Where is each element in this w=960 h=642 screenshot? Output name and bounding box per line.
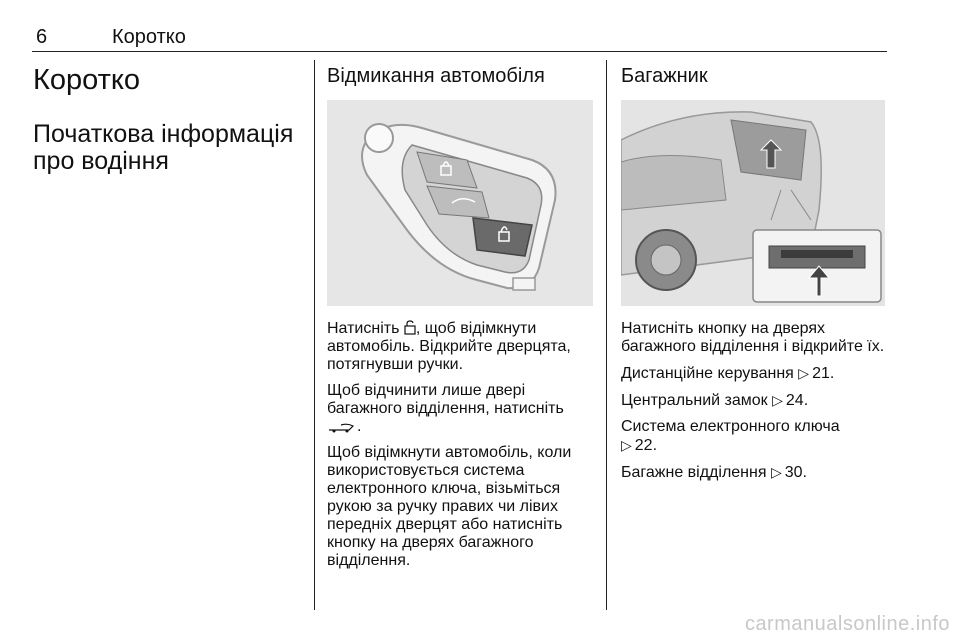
ref-arrow-icon: ▷	[621, 437, 632, 453]
reference-central-locking: Центральний замок ▷ 24.	[621, 392, 809, 409]
tailgate-heading: Багажник	[621, 65, 708, 87]
ref-page-link[interactable]: 24.	[785, 392, 809, 409]
unlock-text-b: , щоб відімкнути автомобіль. Відкрийте дверцята, потягнувши ручки.	[327, 320, 571, 373]
tailgate-drawing	[621, 100, 885, 306]
unlock-text-a: Натисніть	[327, 320, 400, 337]
column-1	[33, 64, 305, 175]
reference-luggage-compartment: Багажне відділення ▷ 30.	[621, 464, 807, 481]
watermark: carmanualsonline.info	[744, 613, 950, 635]
tailgate-text: Щоб відчинити лише двері багажного відділення, натисніть	[327, 382, 564, 417]
key-fob-illustration	[327, 100, 593, 306]
unlocking-heading: Відмикання автомобіля	[327, 65, 545, 87]
reference-keyless-system: Система електронного ключа ▷ 22.	[621, 418, 840, 454]
tailgate-text-end: .	[357, 418, 362, 435]
column-divider-2	[606, 60, 607, 610]
tailgate-paragraph	[327, 382, 595, 436]
ref-arrow-icon: ▷	[770, 464, 782, 480]
ref-page-link[interactable]: 22.	[634, 437, 658, 454]
page-header	[32, 26, 887, 52]
ref-page-link[interactable]: 30.	[784, 464, 807, 481]
key-fob-drawing	[327, 100, 593, 306]
ref-page-link[interactable]: 21.	[812, 365, 835, 382]
unlock-paragraph	[327, 320, 595, 374]
tailgate-open-paragraph: Натисніть кнопку на дверях багажного відділення і відкрийте їх.	[621, 320, 885, 355]
column-2	[327, 64, 595, 578]
column-divider-1	[314, 60, 315, 610]
section-title: Початкова інформація про водіння	[33, 120, 294, 175]
tailgate-illustration	[621, 100, 885, 306]
ref-arrow-icon: ▷	[772, 392, 783, 408]
keyless-paragraph: Щоб відімкнути автомобіль, коли використовується система електронного ключа, візьміться рукою за ручку правих чи лівих передніх дверцят або натисніть кнопку на дверях багажного відділення.	[327, 444, 572, 569]
reference-remote-control: Дистанційне керування ▷ 21.	[621, 365, 835, 382]
chapter-title: Коротко	[33, 64, 141, 96]
unlock-icon	[404, 320, 416, 335]
column-3	[621, 64, 889, 490]
header-title: Коротко	[112, 26, 186, 48]
page-number: 6	[36, 26, 48, 48]
tailgate-icon	[327, 421, 357, 433]
ref-arrow-icon: ▷	[798, 365, 810, 381]
